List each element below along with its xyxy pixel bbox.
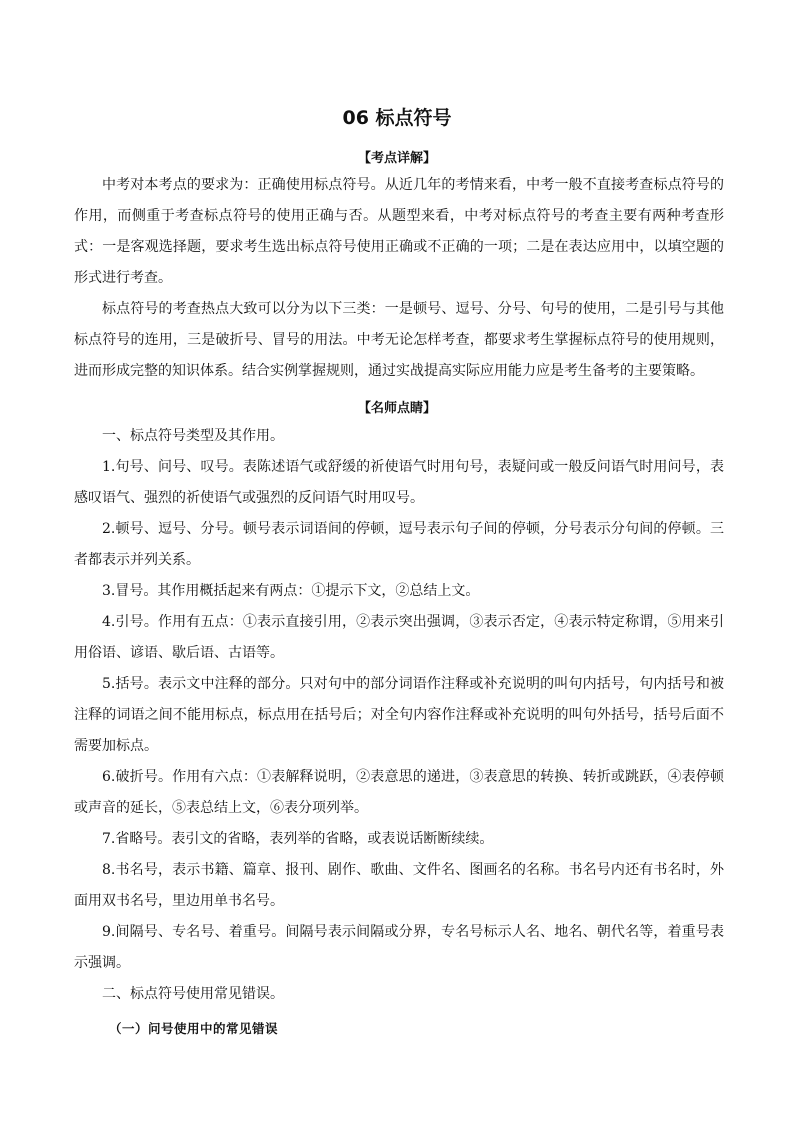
section-heading-mingshi: 【名师点睛】 <box>357 401 436 416</box>
item-2-comma-semicolon: 2.顿号、逗号、分号。顿号表示词语间的停顿，逗号表示句子间的停顿，分号表示分句间的停顿。三者都表示并列关系。 <box>74 521 724 568</box>
item-4-quotation-marks: 4.引号。作用有五点：①表示直接引用，②表示突出强调，③表示否定，④表示特定称谓，⑤用来引用俗语、谚语、歇后语、古语等。 <box>74 614 724 661</box>
part-2-title: 二、标点符号使用常见错误。 <box>102 986 284 1002</box>
item-5-brackets: 5.括号。表示文中注释的部分。只对句中的部分词语作注释或补充说明的叫句内括号，句内括号和被注释的词语之间不能用标点，标点用在括号后；对全句内容作注释或补充说明的叫句外括号，括号后面不需要加标点。 <box>74 676 724 754</box>
paragraph-requirements: 中考对本考点的要求为：正确使用标点符号。从近几年的考情来看，中考一般不直接考查标点符号的作用，而侧重于考查标点符号的使用正确与否。从题型来看，中考对标点符号的考查主要有两种考查形式：一是客观选择题，要求考生选出标点符号使用正确或不正确的一项；二是在表达应用中，以填空题的形式进行考查。 <box>74 177 724 286</box>
section-heading-kaodian: 【考点详解】 <box>357 151 436 166</box>
item-7-ellipsis: 7.省略号。表引文的省略，表列举的省略，或表说话断断续续。 <box>102 831 494 847</box>
sub-section-question-mark-errors: （一）问号使用中的常见错误 <box>109 1021 279 1036</box>
paragraph-hotspots: 标点符号的考查热点大致可以分为以下三类：一是顿号、逗号、分号、句号的使用，二是引号与其他标点符号的连用，三是破折号、冒号的用法。中考无论怎样考查，都要求考生掌握标点符号的使用规则，进而形成完整的知识体系。结合实例掌握规则，通过实战提高实际应用能力应是考生备考的主要策略。 <box>74 301 724 379</box>
item-3-colon: 3.冒号。其作用概括起来有两点：①提示下文，②总结上文。 <box>102 583 480 599</box>
part-1-title: 一、标点符号类型及其作用。 <box>102 428 284 444</box>
item-6-dash: 6.破折号。作用有六点：①表解释说明，②表意思的递进，③表意思的转换、转折或跳跃，④表停顿或声音的延长，⑤表总结上文，⑥表分项列举。 <box>74 769 724 816</box>
item-1-period-question-exclamation: 1.句号、问号、叹号。表陈述语气或舒缓的祈使语气时用句号，表疑问或一般反问语气时用问号，表感叹语气、强烈的祈使语气或强烈的反问语气时用叹号。 <box>74 459 724 506</box>
item-8-book-title-marks: 8.书名号，表示书籍、篇章、报刊、剧作、歌曲、文件名、图画名的名称。书名号内还有书名时，外面用双书名号，里边用单书名号。 <box>74 862 724 909</box>
item-9-interpunct-proper-noun-emphasis: 9.间隔号、专名号、着重号。间隔号表示间隔或分界，专名号标示人名、地名、朝代名等，着重号表示强调。 <box>74 924 724 971</box>
page-title: 06 标点符号 <box>342 107 452 129</box>
